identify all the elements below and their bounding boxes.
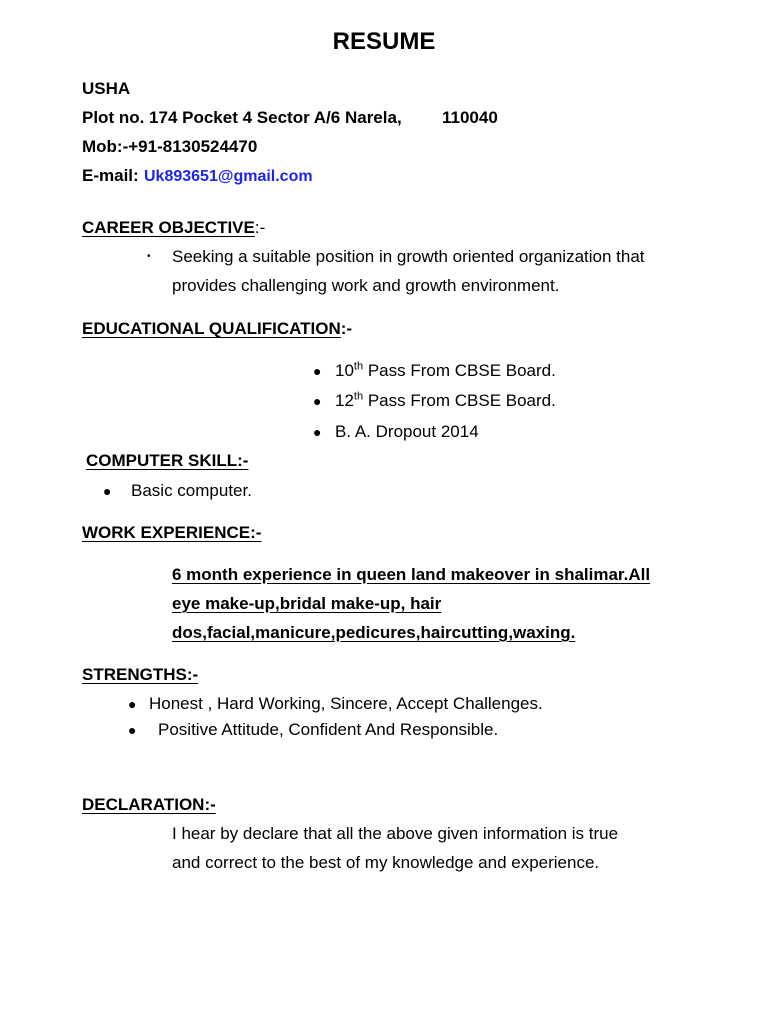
career-objective-heading-text: CAREER OBJECTIVE (82, 218, 255, 237)
page-title: RESUME (332, 28, 436, 55)
education-item-number: 10 (335, 361, 354, 380)
declaration-heading: DECLARATION:- (82, 795, 216, 814)
work-experience-line: dos,facial,manicure,pedicures,haircutting,waxing. (172, 623, 576, 642)
bullet-icon: ● (128, 722, 137, 738)
education-item-superscript: th (353, 390, 364, 403)
career-objective-line: provides challenging work and growth environment. (172, 276, 560, 295)
work-experience-line: eye make-up,bridal make-up, hair (172, 594, 442, 613)
education-item-text: Pass From CBSE Board. (363, 361, 556, 380)
address: Plot no. 174 Pocket 4 Sector A/6 Narela, (82, 108, 402, 127)
mobile-number: Mob:-+91-8130524470 (82, 137, 258, 156)
education-item (335, 360, 556, 382)
education-item: B. A. Dropout 2014 (335, 422, 479, 441)
education-item-number: 12 (335, 391, 354, 410)
bullet-icon: ● (313, 393, 322, 409)
career-objective-line: Seeking a suitable position in growth oriented organization that (172, 247, 645, 266)
education-heading-text: EDUCATIONAL QUALIFICATION (82, 319, 341, 338)
pin-code: 110040 (442, 108, 498, 127)
education-heading-suffix: :- (340, 319, 353, 338)
strength-item: Honest , Hard Working, Sincere, Accept Challenges. (149, 694, 543, 713)
email-link[interactable]: Uk893651@gmail.com (144, 168, 313, 185)
declaration-line: and correct to the best of my knowledge and experience. (172, 853, 600, 872)
work-experience-heading: WORK EXPERIENCE:- (82, 523, 262, 542)
career-objective-heading (82, 217, 265, 239)
computer-skill-item: Basic computer. (131, 481, 252, 500)
declaration-line: I hear by declare that all the above given information is true (172, 824, 619, 843)
bullet-icon: ● (313, 363, 322, 379)
strengths-heading: STRENGTHS:- (82, 665, 199, 684)
strength-item: Positive Attitude, Confident And Responsible. (158, 720, 499, 739)
computer-skill-heading: COMPUTER SKILL:- (86, 451, 249, 470)
education-item (335, 390, 556, 412)
bullet-icon: ● (128, 696, 137, 712)
education-item-text: Pass From CBSE Board. (363, 391, 556, 410)
education-heading (82, 318, 352, 340)
career-objective-heading-suffix: :- (254, 218, 266, 237)
work-experience-line: 6 month experience in queen land makeover in shalimar.All (172, 565, 651, 584)
applicant-name: USHA (82, 79, 131, 98)
bullet-icon: ● (103, 483, 112, 499)
education-item-superscript: th (353, 360, 364, 373)
bullet-icon: • (147, 251, 151, 262)
email-label: E-mail: (82, 166, 139, 185)
bullet-icon: ● (313, 424, 322, 440)
